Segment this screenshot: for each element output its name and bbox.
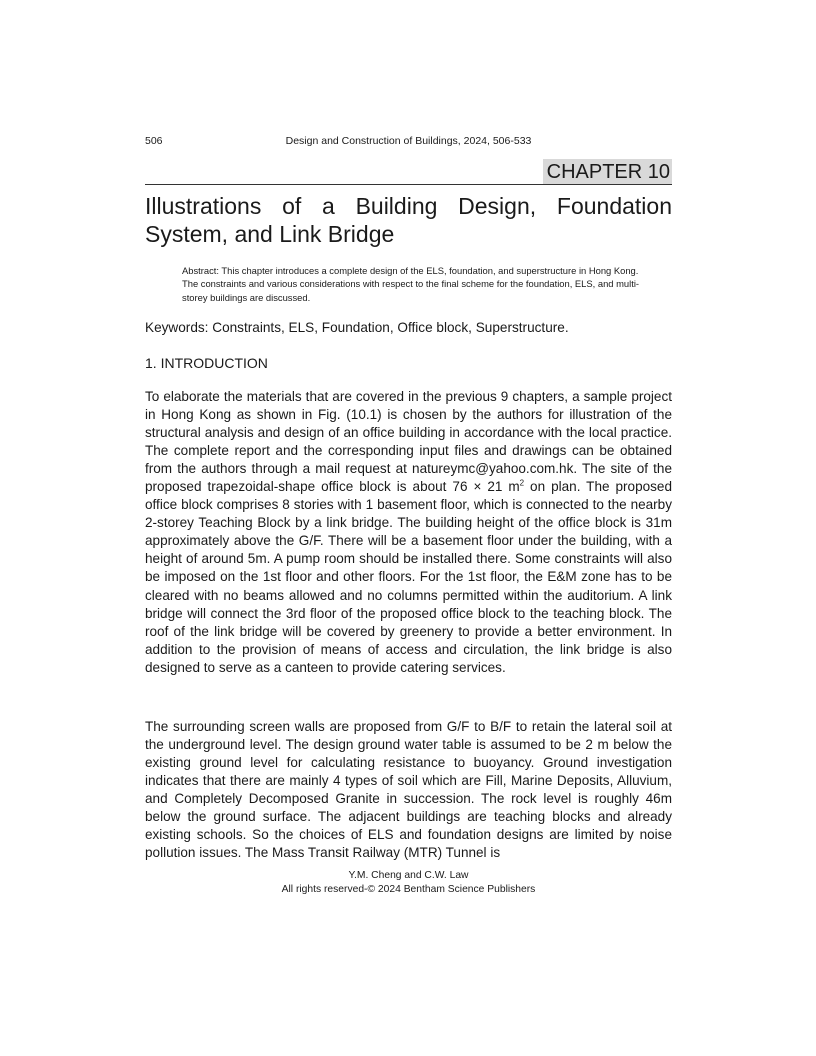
- chapter-label: CHAPTER 10: [543, 159, 672, 184]
- footer-copyright: All rights reserved-© 2024 Bentham Science Publishers: [281, 884, 536, 895]
- chapter-rule: [145, 184, 672, 185]
- running-head: Design and Construction of Buildings, 2024, 506-533: [285, 135, 532, 147]
- section-heading: 1. INTRODUCTION: [145, 355, 268, 371]
- body-paragraph-1: [145, 388, 672, 677]
- abstract-label: Abstract:: [182, 265, 219, 276]
- body-paragraph-1-part-a: To elaborate the materials that are covered in the previous 9 chapters, a sample project in Hong Kong as shown in Fig. (10.1) is chosen by the authors for illustration of the structural analysis and design of an office building in accordance with the local practice. The complete report and the corresponding input files and drawings can be obtained from the authors through a mail request at natureymc@yahoo.com.hk. The site of the proposed trapezoidal-shape office block is about 76 × 21 m: [145, 389, 672, 495]
- keywords: [145, 320, 569, 335]
- body-paragraph-2: The surrounding screen walls are proposed from G/F to B/F to retain the lateral soil at the underground level. The design ground water table is assumed to be 2 m below the existing ground level for calculating resistance to buoyancy. Ground investigation indicates that there are mainly 4 types of soil which are Fill, Marine Deposits, Alluvium, and Completely Decomposed Granite in succession. The rock level is roughly 46m below the ground surface. The adjacent buildings are teaching blocks and already existing schools. So the choices of ELS and foundation designs are limited by noise pollution issues. The Mass Transit Railway (MTR) Tunnel is: [145, 719, 672, 861]
- footer-authors: Y.M. Cheng and C.W. Law: [348, 870, 469, 881]
- chapter-title: [145, 192, 672, 248]
- body-paragraph-1-part-b: on plan. The proposed office block comprises 8 stories with 1 basement floor, which is connected to the nearby 2-storey Teaching Block by a link bridge. The building height of the office block is 31m approximately above the G/F. There will be a basement floor under the building, with a height of around 5m. A pump room should be installed there. Some constraints will also be imposed on the 1st floor and other floors. For the 1st floor, the E&M zone has to be cleared with no beams allowed and no columns permitted within the auditorium. A link bridge will connect the 3rd floor of the proposed office block to the teaching block. The roof of the link bridge will be covered by greenery to provide a better environment. In addition to the provision of means of access and circulation, the link bridge is also designed to serve as a canteen to provide catering services.: [145, 479, 672, 675]
- superscript-2: 2: [519, 478, 525, 488]
- chapter-title-line-1: Illustrations of a Building Design, Foundation: [145, 193, 672, 219]
- keywords-label: Keywords:: [145, 320, 209, 335]
- page-number: 506: [145, 135, 163, 147]
- abstract: [182, 264, 642, 304]
- chapter-title-line-2: System, and Link Bridge: [145, 221, 395, 247]
- keywords-text: Constraints, ELS, Foundation, Office block, Superstructure.: [208, 320, 569, 335]
- footer: [145, 869, 672, 897]
- abstract-text: This chapter introduces a complete design of the ELS, foundation, and superstructure in Hong Kong. The constraints and various considerations with respect to the final scheme for the foundation, ELS, and multi-storey buildings are discussed.: [182, 265, 640, 303]
